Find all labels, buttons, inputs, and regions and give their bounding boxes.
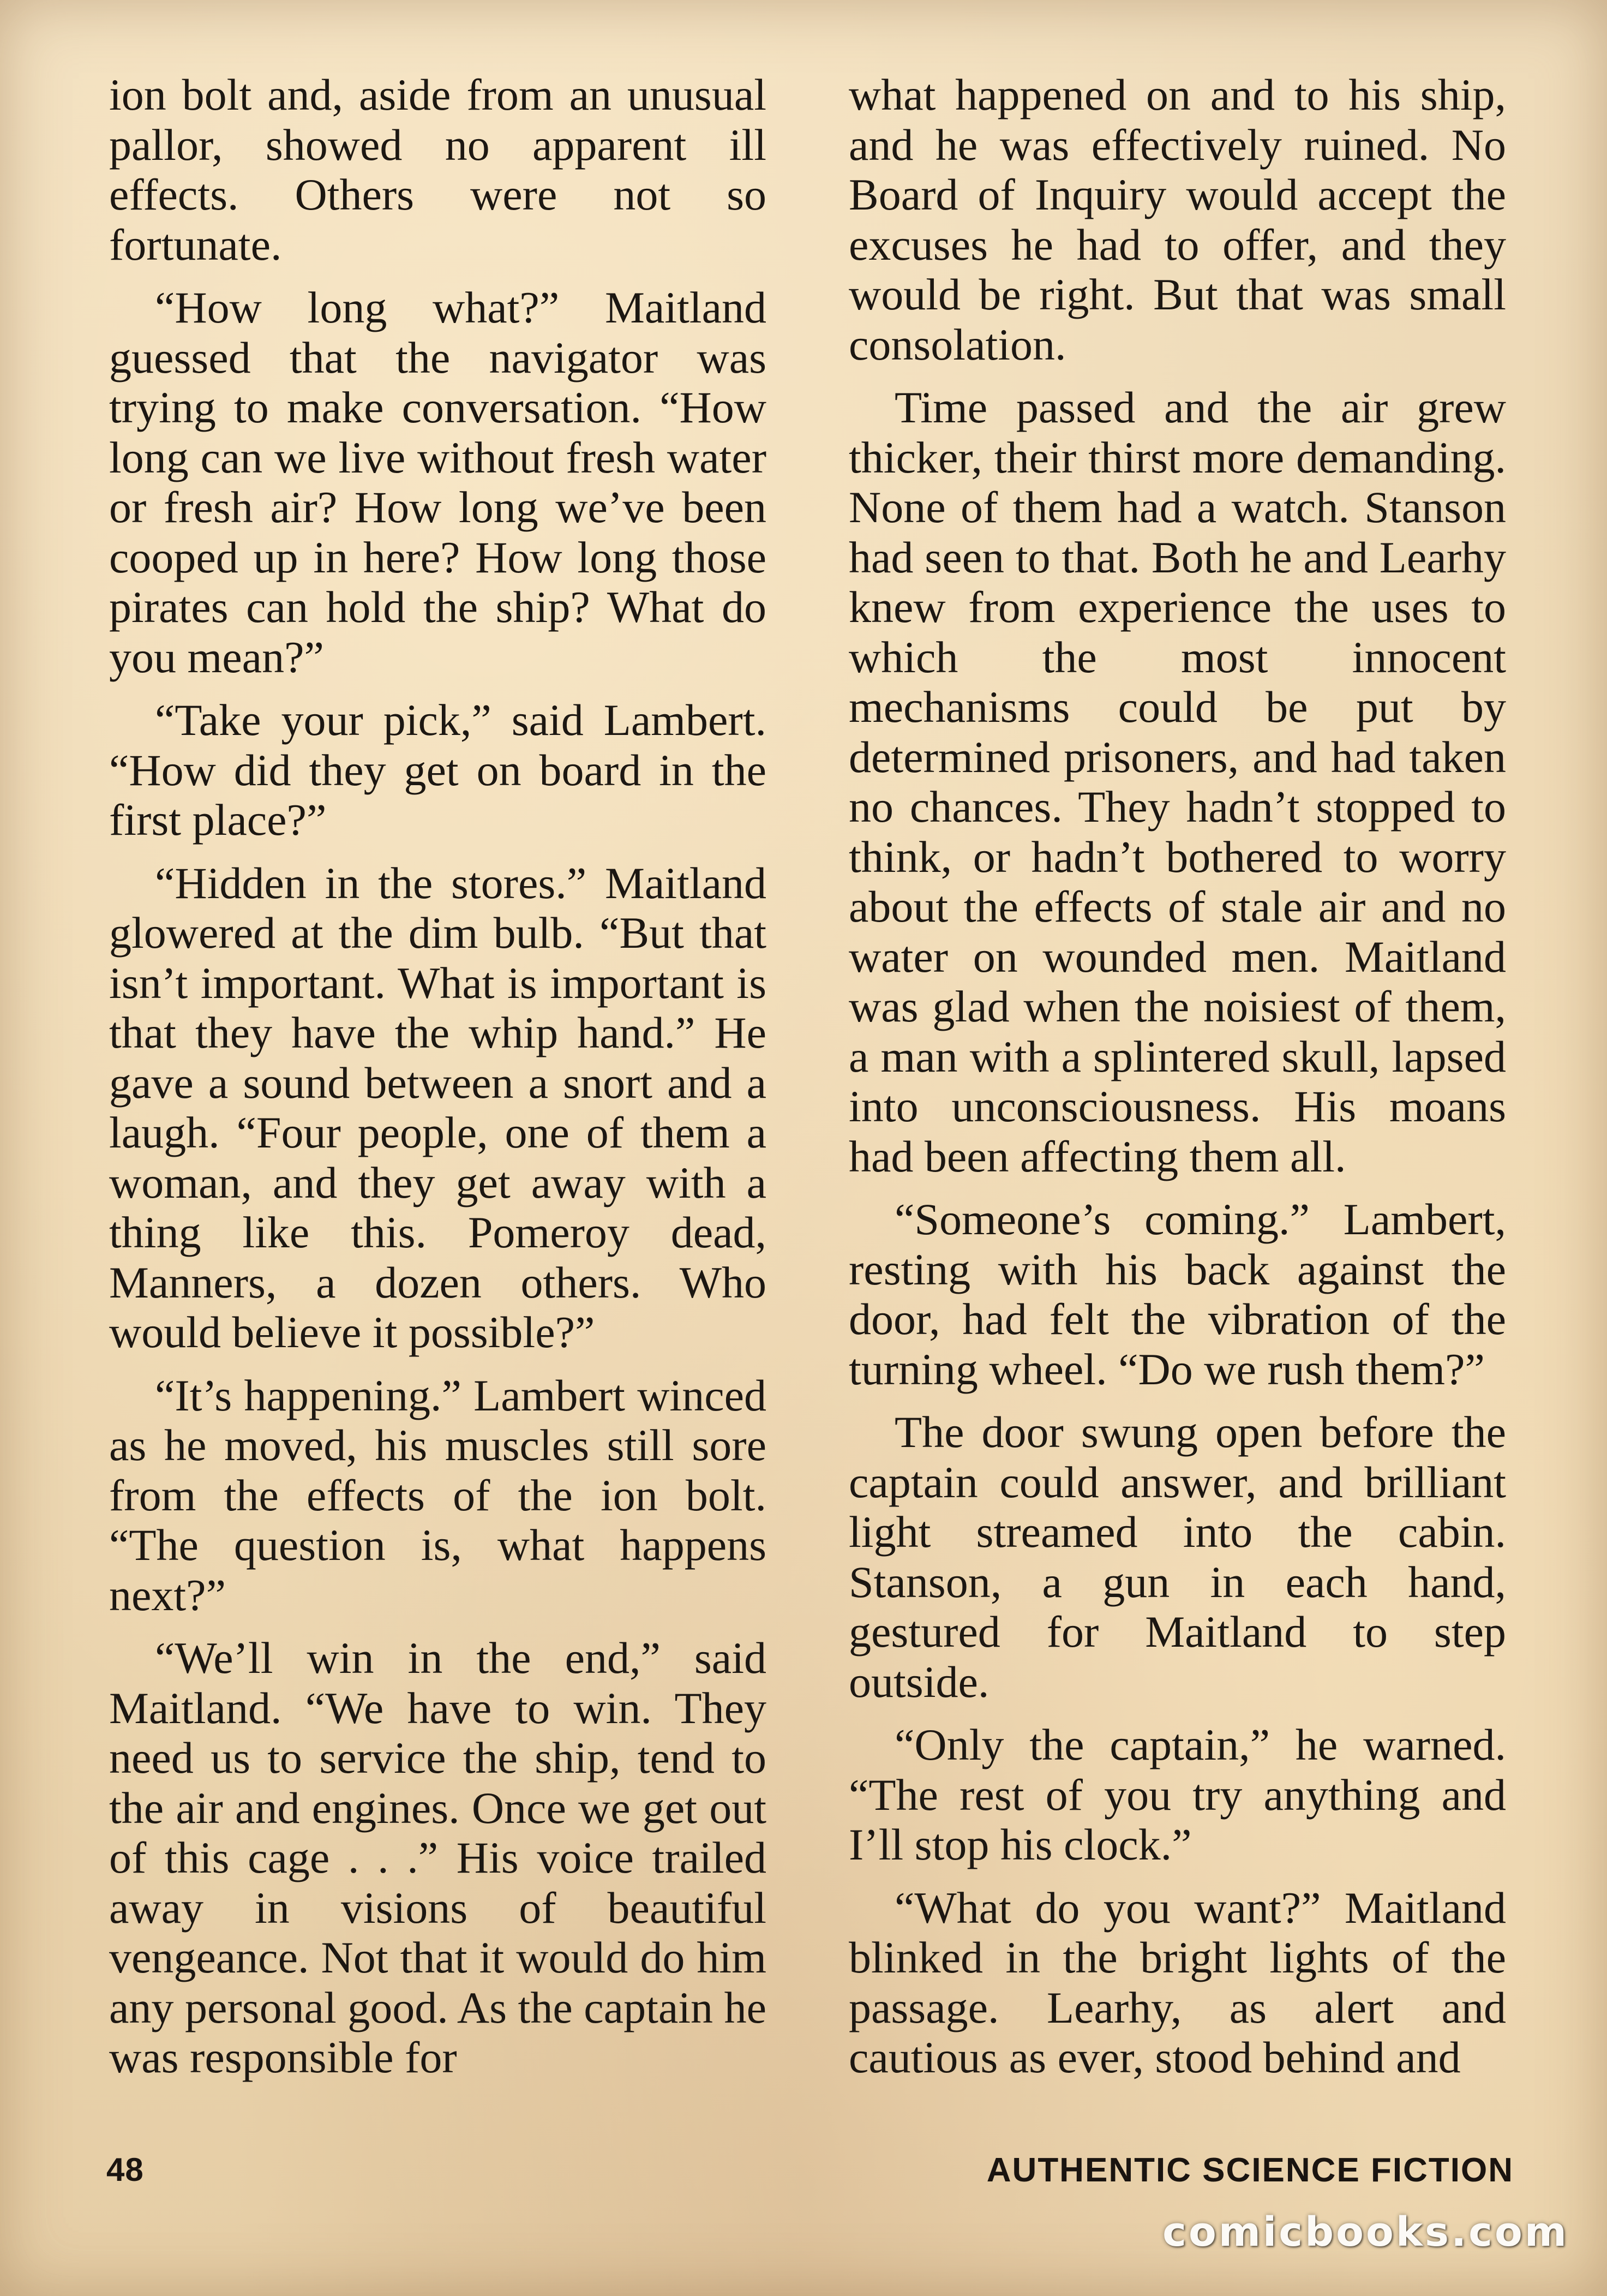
right-paragraph: Time passed and the air grew thicker, their thirst more demanding. None of them had a watch. Stanson had seen to that. Both he and Learhy knew from experience the uses to which the most innocent mechanisms could be put by determined prisoners, and had taken no chances. They hadn’t stopped to think, or hadn’t bothered to worry about the effects of stale air and no water on wounded men. Maitland was glad when the noisiest of them, a man with a splintered skull, lapsed into unconsciousness. His moans had been affecting them all. bbox=[849, 382, 1506, 1181]
left-paragraph: “Hidden in the stores.” Maitland glowered at the dim bulb. “But that isn’t important. What is important is that they have the whip hand.” He gave a sound between a snort and a laugh. “Four people, one of them a woman, and they get away with a thing like this. Pomeroy dead, Manners, a dozen others. Who would believe it possible?” bbox=[109, 858, 766, 1357]
left-paragraph: “It’s happening.” Lambert winced as he moved, his muscles still sore from the effects of the ion bolt. “The question is, what happens next?” bbox=[109, 1370, 766, 1620]
running-title: AUTHENTIC SCIENCE FICTION bbox=[986, 2151, 1514, 2189]
left-text-column bbox=[109, 70, 766, 2096]
right-paragraph: “Only the captain,” he warned. “The rest of you try anything and I’ll stop his clock.” bbox=[849, 1720, 1506, 1869]
watermark: comicbooks.com bbox=[1162, 2209, 1569, 2256]
left-paragraph: ion bolt and, aside from an unusual pallor, showed no apparent ill effects. Others were not so fortunate. bbox=[109, 70, 766, 270]
right-text-column bbox=[849, 70, 1506, 2096]
right-paragraph: The door swung open before the captain could answer, and brilliant light streamed into the cabin. Stanson, a gun in each hand, gestured for Maitland to step outside. bbox=[849, 1407, 1506, 1707]
right-paragraph: “What do you want?” Maitland blinked in the bright lights of the passage. Learhy, as alert and cautious as ever, stood behind and bbox=[849, 1882, 1506, 2082]
right-paragraph: “Someone’s coming.” Lambert, resting with his back against the door, had felt the vibration of the turning wheel. “Do we rush them?” bbox=[849, 1194, 1506, 1394]
page-number: 48 bbox=[106, 2151, 144, 2188]
left-paragraph: “Take your pick,” said Lambert. “How did they get on board in the first place?” bbox=[109, 695, 766, 845]
left-paragraph: “How long what?” Maitland guessed that the navigator was trying to make conversation. “How long can we live without fresh water or fresh air? How long we’ve been cooped up in here? How long those pirates can hold the ship? What do you mean?” bbox=[109, 283, 766, 682]
left-paragraph: “We’ll win in the end,” said Maitland. “We have to win. They need us to service the ship, tend to the air and engines. Once we get out of this cage . . .” His voice trailed away in visions of beautiful vengeance. Not that it would do him any personal good. As the captain he was responsible for bbox=[109, 1633, 766, 2082]
page-footer bbox=[106, 2151, 1514, 2205]
right-paragraph: what happened on and to his ship, and he was effectively ruined. No Board of Inquiry would accept the excuses he had to offer, and they would be right. But that was small consolation. bbox=[849, 70, 1506, 369]
